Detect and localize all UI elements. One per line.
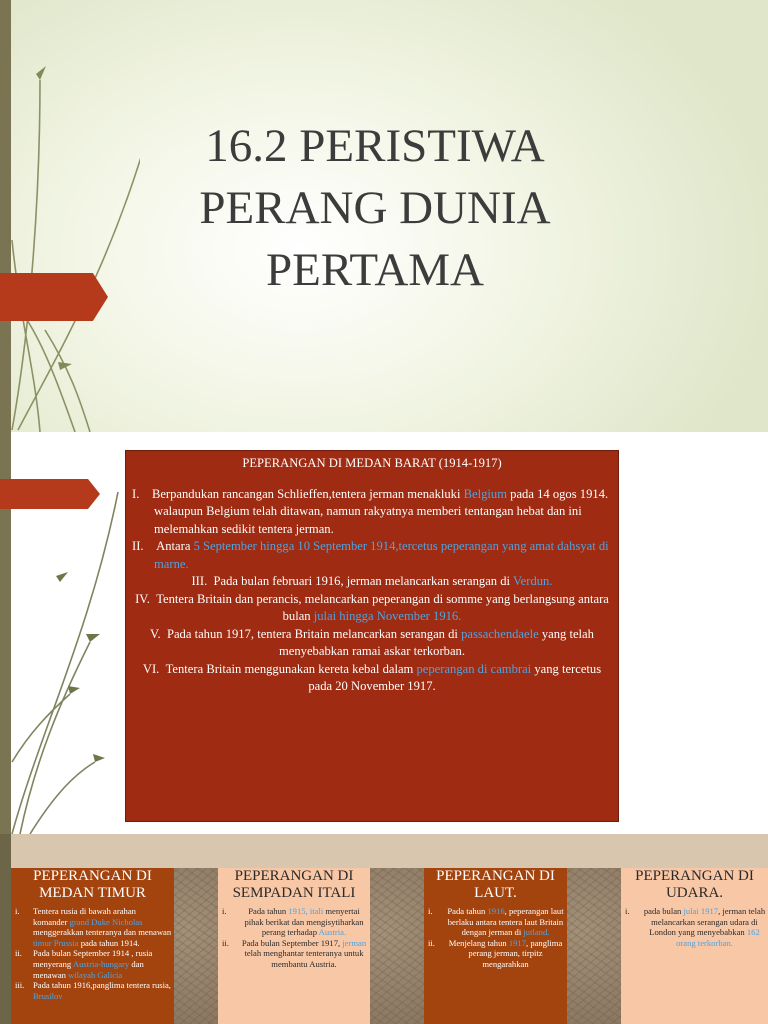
paper-texture-divider [370,868,424,1024]
link-galicia[interactable]: wilayah Galicia [68,969,123,980]
link-162-orang[interactable]: 162 orang terkorban. [676,927,760,948]
column-heading: PEPERANGAN DI MEDAN TIMUR [33,868,152,901]
leaf-1 [36,66,46,80]
red-arrow-tab [0,273,108,321]
left-accent-bar [0,834,11,1024]
column-list [11,906,174,1001]
list-item: ii. Pada bulan September 1914 , rusia menyerang Austria-hungary dan menawan wilayah Galicia [15,948,153,980]
link-grand-duke[interactable]: grand Duke Nicholas [69,916,143,927]
list-item: ii. Menjelang tahun 1917, panglima perang jerman, tirpitz mengarahkan [428,937,563,969]
column-udara [621,868,768,1024]
list-item: i. Pada tahun 1915, itali menyertai pihak berikat dan mengisytiharkan perang terhadap Austria. [222,906,364,938]
link-timur-prussia[interactable]: timur Prussia [33,937,79,948]
leaf-2 [68,686,80,694]
medan-barat-slide [0,432,768,834]
title-line-1: 16.2 PERISTIWA [205,120,545,172]
red-arrow-tab [0,479,100,509]
link-belgium[interactable]: Belgium [463,486,508,501]
title-line-2: PERANG DUNIA [199,182,551,234]
link-cambrai[interactable]: peperangan di cambrai [416,661,532,676]
link-itali[interactable]: 1915, itali [288,906,324,916]
list-item: II. Antara 5 September hingga 10 September 1914,tercetus peperangan yang amat dahsyat di marne. [132,539,609,571]
leaf-3 [93,754,105,762]
column-medan-timur [11,868,174,1024]
column-heading: PEPERANGAN DI LAUT. [436,868,555,901]
stem-1 [12,80,40,430]
link-jerman[interactable]: jerman [342,937,367,948]
stem-5 [45,330,90,432]
link-1916[interactable]: 1916 [487,906,505,916]
link-jutland[interactable]: jutland. [523,927,550,938]
column-heading: PEPERANGAN DI SEMPADAN ITALI [232,868,356,901]
stem-4 [30,762,95,834]
medan-barat-box [125,450,619,822]
link-somme[interactable]: julai hingga November 1916. [313,609,462,623]
fronts-slide [0,834,768,1024]
link-austria-hungary[interactable]: Austria-hungary [72,958,130,969]
list-item: IV. Tentera Britain dan perancis, melancarkan peperangan di somme yang berlangsung antara bulan julai hingga November 1916. [135,591,609,623]
link-passachendaele[interactable]: passachendaele [461,626,539,641]
link-verdun[interactable]: Verdun. [512,574,553,588]
title-slide [0,0,768,432]
paper-texture-divider [174,868,218,1024]
list-item: ii. Pada bulan September 1917, jerman telah menghantar tenteranya untuk membantu Austria. [222,937,367,969]
list-item: VI. Tentera Britain menggunakan kereta kebal dalam peperangan di cambrai yang tercetus pada 20 November 1917. [142,661,602,693]
column-sempadan-itali [218,868,370,1024]
paper-texture-divider [567,868,621,1024]
leaf-3 [58,362,72,370]
column-laut [424,868,567,1024]
column-heading: PEPERANGAN DI UDARA. [635,868,754,901]
decorative-plant-stems [0,0,140,432]
slide-title [150,115,600,301]
link-1917[interactable]: 1917 [508,937,527,948]
leaf-1 [86,634,100,642]
column-list [424,906,567,970]
title-line-3: PERTAMA [266,244,484,296]
list-item: iii. Pada tahun 1916,panglima tentera rusia, Brusilov [15,980,171,1001]
stem-2 [18,90,140,430]
list-item: III. Pada bulan februari 1916, jerman melancarkan serangan di Verdun. [191,574,553,588]
column-list [218,906,370,970]
stem-2 [20,642,90,834]
stem-1 [12,492,118,834]
list-item: V. Pada tahun 1917, tentera Britain melancarkan serangan di passachendaele yang telah menyebabkan ramai askar terkorban. [150,626,594,658]
leaf-4 [56,572,68,582]
link-marne[interactable]: 5 September hingga 10 September 1914,tercetus peperangan yang amat dahsyat di marne. [154,539,609,571]
list-item: i. pada bulan julai 1917, jerman telah melancarkan serangan udara di London yang menyebabkan 162 orang terkorban. [625,906,766,948]
list-item: I. Berpandukan rancangan Schlieffen,tentera jerman menakluki Belgium pada 14 ogos 1914. walaupun Belgium telah ditawan, namun rakyatnya memberi tentangan hebat dan ini melemahkan sedikit tentera jerman. [132,486,609,536]
link-austria[interactable]: Austria. [318,927,347,938]
list-item: i. Pada tahun 1916, peperangan laut berlaku antara tentera laut Britain dengan jerman di jutland. [428,906,564,938]
link-brusilov[interactable]: Brusilov [33,990,63,1001]
list-item: i. Tentera rusia di bawah arahan komander grand Duke Nicholas menggerakkan tenteranya dan menawan timur Prussia pada tahun 1914. [15,906,172,948]
box-heading: PEPERANGAN DI MEDAN BARAT (1914-1917) [242,456,502,470]
link-julai-1917[interactable]: julai 1917 [683,906,719,916]
column-list [621,906,768,948]
